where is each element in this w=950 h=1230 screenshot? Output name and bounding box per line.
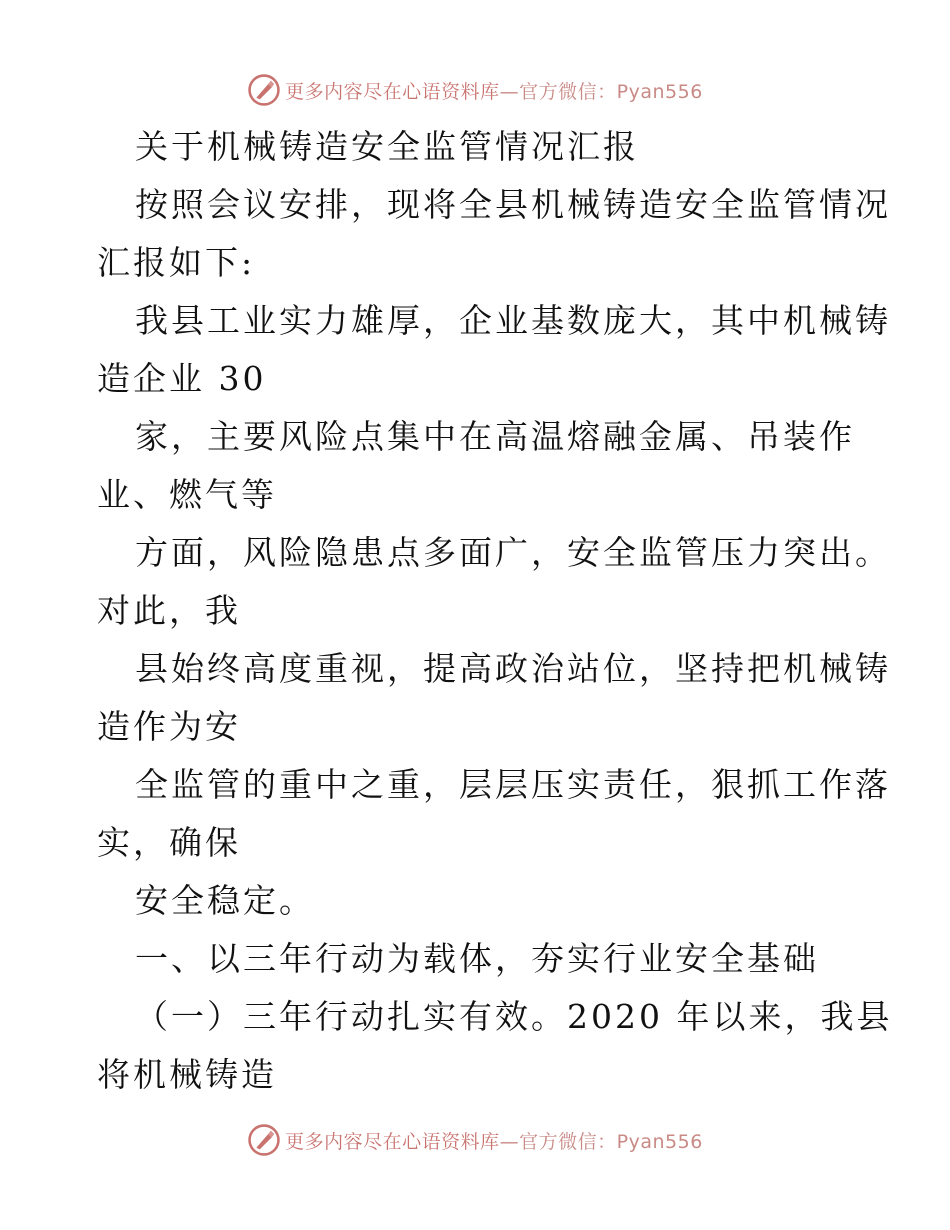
banner-title: 更多内容尽在心语资料库 bbox=[285, 1130, 500, 1153]
text-line: 造作为安 bbox=[97, 707, 241, 746]
text-line: 关于机械铸造安全监管情况汇报 bbox=[135, 127, 639, 166]
text-line: 家，主要风险点集中在高温熔融金属、吊装作 bbox=[135, 417, 855, 456]
header-watermark-banner bbox=[0, 70, 950, 110]
text-line: 对此，我 bbox=[97, 591, 241, 630]
banner-subtitle: —官方微信：Pyan556 bbox=[499, 1130, 703, 1153]
text-line: 汇报如下: bbox=[97, 243, 256, 282]
text-line: 全监管的重中之重，层层压实责任，狠抓工作落 bbox=[135, 765, 891, 804]
text-line: （一）三年行动扎实有效。2020 年以来，我县 bbox=[135, 997, 893, 1036]
text-line: 一、以三年行动为载体，夯实行业安全基础 bbox=[135, 939, 819, 978]
pen-logo-icon bbox=[247, 1123, 281, 1157]
banner-title: 更多内容尽在心语资料库 bbox=[285, 80, 500, 103]
pen-logo-icon bbox=[247, 73, 281, 107]
document-body bbox=[97, 118, 893, 1104]
text-line: 造企业 30 bbox=[97, 359, 267, 398]
text-line: 县始终高度重视，提高政治站位，坚持把机械铸 bbox=[135, 649, 891, 688]
banner-text bbox=[285, 77, 703, 104]
banner-text bbox=[285, 1127, 703, 1154]
text-line: 按照会议安排，现将全县机械铸造安全监管情况 bbox=[135, 185, 891, 224]
text-line: 安全稳定。 bbox=[135, 881, 315, 920]
banner-subtitle: —官方微信：Pyan556 bbox=[499, 80, 703, 103]
text-line: 我县工业实力雄厚，企业基数庞大，其中机械铸 bbox=[135, 301, 891, 340]
footer-watermark-banner bbox=[0, 1120, 950, 1160]
text-line: 业、燃气等 bbox=[97, 475, 277, 514]
text-line: 将机械铸造 bbox=[97, 1055, 277, 1094]
text-line: 方面，风险隐患点多面广，安全监管压力突出。 bbox=[135, 533, 891, 572]
text-line: 实，确保 bbox=[97, 823, 241, 862]
